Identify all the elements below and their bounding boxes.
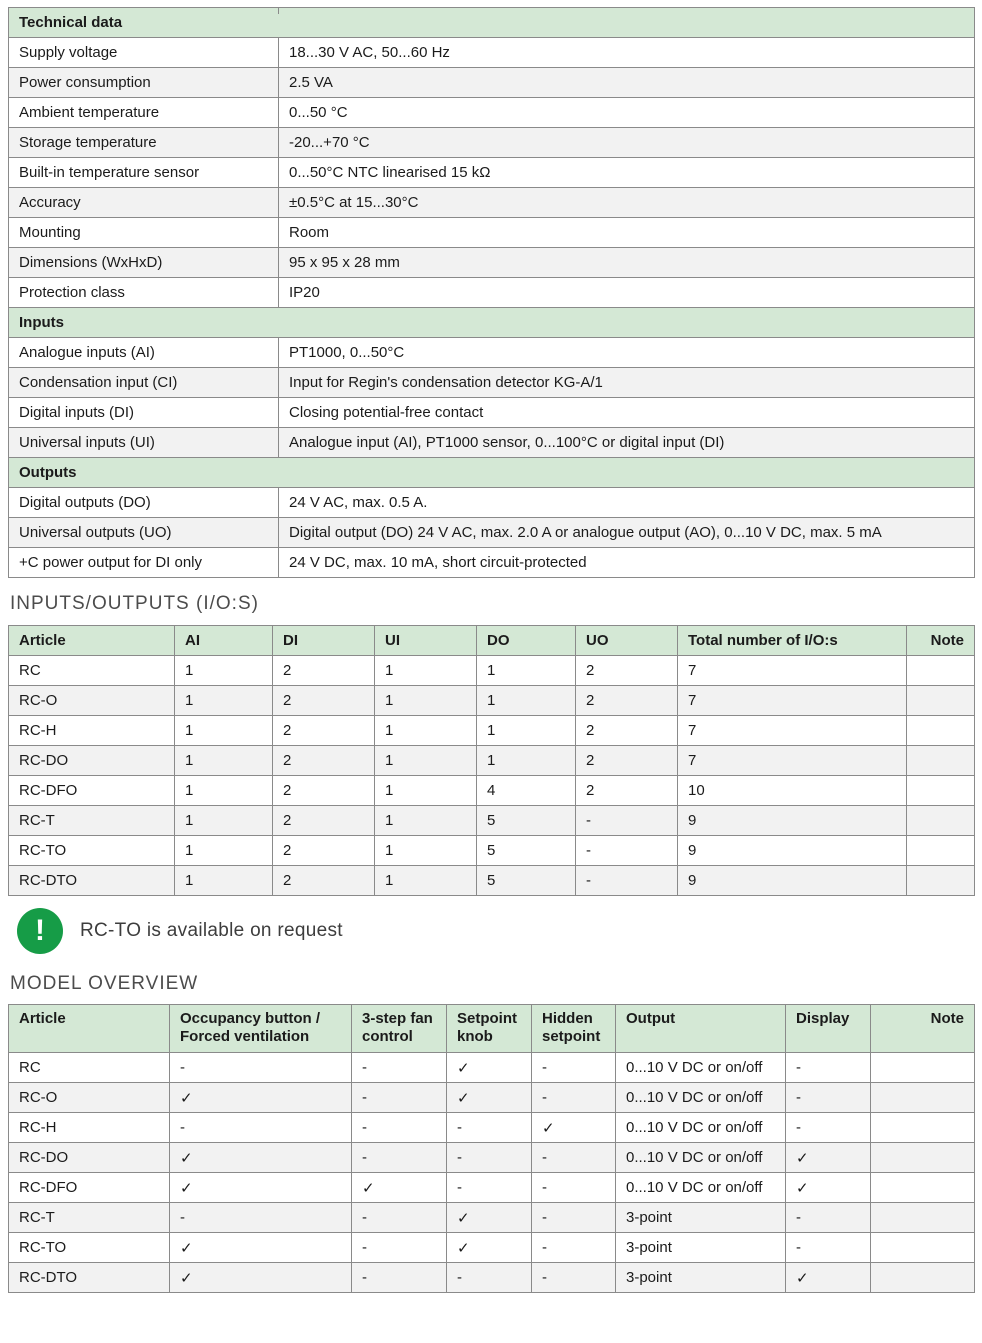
table-row [9, 518, 975, 548]
table-cell: 1 [175, 836, 273, 866]
table-cell: - [447, 1263, 532, 1293]
property-value-cell: Input for Regin's condensation detector KG-A/1 [279, 368, 975, 398]
table-cell: - [576, 866, 678, 896]
property-label-cell: Supply voltage [9, 38, 279, 68]
table-row [9, 836, 975, 866]
table-cell: ✓ [447, 1053, 532, 1083]
table-cell: 1 [375, 746, 477, 776]
table-cell: 4 [477, 776, 576, 806]
article-cell: RC-O [9, 1083, 170, 1113]
table-cell: 2 [576, 716, 678, 746]
table-row [9, 398, 975, 428]
table-cell: - [532, 1263, 616, 1293]
table-cell [907, 776, 975, 806]
section-header-row [9, 308, 975, 338]
property-label-cell: Mounting [9, 218, 279, 248]
table-cell: 1 [375, 836, 477, 866]
property-label-cell: Universal outputs (UO) [9, 518, 279, 548]
property-value-cell: Room [279, 218, 975, 248]
table-cell [907, 656, 975, 686]
table-cell: 0...10 V DC or on/off [616, 1143, 786, 1173]
model-overview-table [8, 1004, 975, 1293]
property-label-cell: Accuracy [9, 188, 279, 218]
table-cell [871, 1143, 975, 1173]
table-cell: 1 [175, 656, 273, 686]
table-row [9, 338, 975, 368]
exclamation-icon [17, 908, 63, 954]
note-banner [17, 907, 982, 954]
table-cell: - [170, 1203, 352, 1233]
table-cell: - [532, 1173, 616, 1203]
table-cell [871, 1113, 975, 1143]
table-cell [871, 1263, 975, 1293]
table-cell: 1 [175, 746, 273, 776]
table-cell: 9 [678, 836, 907, 866]
table-cell: - [532, 1053, 616, 1083]
table-cell [907, 806, 975, 836]
table-cell: - [786, 1083, 871, 1113]
column-header: UI [375, 626, 477, 656]
io-table [8, 625, 975, 896]
table-cell: - [532, 1233, 616, 1263]
table-row [9, 248, 975, 278]
table-row [9, 1233, 975, 1263]
io-table-header [9, 626, 975, 656]
io-table-body [9, 656, 975, 896]
table-cell: 1 [375, 866, 477, 896]
table-row [9, 776, 975, 806]
section-header-cell: Inputs [9, 308, 975, 338]
table-cell [871, 1173, 975, 1203]
table-cell: 1 [175, 716, 273, 746]
table-cell: - [576, 836, 678, 866]
table-cell: 3-point [616, 1203, 786, 1233]
table-cell: - [352, 1203, 447, 1233]
section-header-row [9, 458, 975, 488]
table-row [9, 866, 975, 896]
property-value-cell: ±0.5°C at 15...30°C [279, 188, 975, 218]
property-label-cell: Built-in temperature sensor [9, 158, 279, 188]
table-cell: 2 [273, 716, 375, 746]
table-cell: ✓ [170, 1083, 352, 1113]
table-cell: - [170, 1113, 352, 1143]
io-section-heading: INPUTS/OUTPUTS (I/O:S) [10, 593, 259, 614]
table-cell [907, 686, 975, 716]
table-cell: 7 [678, 716, 907, 746]
table-cell: 9 [678, 866, 907, 896]
table-cell: - [352, 1143, 447, 1173]
section-header-cell: Outputs [9, 458, 975, 488]
article-cell: RC-T [9, 1203, 170, 1233]
table-cell: ✓ [532, 1113, 616, 1143]
table-row [9, 1053, 975, 1083]
property-value-cell: -20...+70 °C [279, 128, 975, 158]
table-row [9, 806, 975, 836]
table-row [9, 686, 975, 716]
table-cell: 0...10 V DC or on/off [616, 1053, 786, 1083]
table-row [9, 488, 975, 518]
table-row [9, 1263, 975, 1293]
table-cell [871, 1203, 975, 1233]
property-value-cell: PT1000, 0...50°C [279, 338, 975, 368]
table-cell: 1 [375, 656, 477, 686]
article-cell: RC-O [9, 686, 175, 716]
article-cell: RC-DTO [9, 1263, 170, 1293]
table-cell: 2 [273, 836, 375, 866]
table-cell: 1 [175, 866, 273, 896]
column-header: Output [616, 1005, 786, 1053]
table-cell: 0...10 V DC or on/off [616, 1083, 786, 1113]
column-header: Setpoint knob [447, 1005, 532, 1053]
property-value-cell: Closing potential-free contact [279, 398, 975, 428]
table-cell: 2 [273, 686, 375, 716]
table-row [9, 218, 975, 248]
table-cell [907, 746, 975, 776]
column-header: Hidden setpoint [532, 1005, 616, 1053]
article-cell: RC-DO [9, 746, 175, 776]
technical-data-body [9, 8, 975, 578]
table-row [9, 158, 975, 188]
table-row [9, 716, 975, 746]
cropped-row-divider [278, 7, 279, 14]
property-label-cell: Analogue inputs (AI) [9, 338, 279, 368]
property-value-cell: 95 x 95 x 28 mm [279, 248, 975, 278]
table-cell: - [447, 1143, 532, 1173]
column-header: Article [9, 1005, 170, 1053]
table-cell: - [532, 1143, 616, 1173]
table-cell: 1 [477, 656, 576, 686]
table-cell [907, 866, 975, 896]
article-cell: RC [9, 656, 175, 686]
table-cell: 2 [273, 866, 375, 896]
property-label-cell: Dimensions (WxHxD) [9, 248, 279, 278]
table-cell: 2 [273, 656, 375, 686]
article-cell: RC-DTO [9, 866, 175, 896]
column-header: Note [907, 626, 975, 656]
table-row [9, 1083, 975, 1113]
column-header: AI [175, 626, 273, 656]
header-row [9, 626, 975, 656]
table-cell: 1 [477, 716, 576, 746]
table-row [9, 368, 975, 398]
column-header: Total number of I/O:s [678, 626, 907, 656]
table-cell [871, 1083, 975, 1113]
table-row [9, 548, 975, 578]
table-row [9, 68, 975, 98]
table-cell: ✓ [786, 1173, 871, 1203]
table-cell: 1 [175, 806, 273, 836]
table-cell: - [532, 1203, 616, 1233]
property-value-cell: IP20 [279, 278, 975, 308]
article-cell: RC-H [9, 1113, 170, 1143]
table-cell: 7 [678, 746, 907, 776]
article-cell: RC-DFO [9, 776, 175, 806]
model-section-heading: MODEL OVERVIEW [10, 973, 199, 994]
table-cell: 2 [273, 776, 375, 806]
property-value-cell: 2.5 VA [279, 68, 975, 98]
column-header: DI [273, 626, 375, 656]
table-cell: ✓ [352, 1173, 447, 1203]
table-row [9, 1113, 975, 1143]
table-cell: ✓ [170, 1143, 352, 1173]
table-cell: 5 [477, 806, 576, 836]
table-cell: 2 [576, 746, 678, 776]
section-header-row [9, 8, 975, 38]
property-label-cell: Protection class [9, 278, 279, 308]
table-cell: - [786, 1053, 871, 1083]
table-row [9, 1203, 975, 1233]
table-cell: 5 [477, 836, 576, 866]
table-row [9, 1173, 975, 1203]
table-cell: - [447, 1113, 532, 1143]
table-cell: - [170, 1053, 352, 1083]
table-row [9, 38, 975, 68]
table-cell: 0...10 V DC or on/off [616, 1173, 786, 1203]
property-value-cell: 24 V DC, max. 10 mA, short circuit-protected [279, 548, 975, 578]
table-cell: 1 [375, 686, 477, 716]
table-cell: 0...10 V DC or on/off [616, 1113, 786, 1143]
property-label-cell: Power consumption [9, 68, 279, 98]
table-cell: - [352, 1233, 447, 1263]
table-cell: ✓ [786, 1263, 871, 1293]
property-value-cell: 18...30 V AC, 50...60 Hz [279, 38, 975, 68]
article-cell: RC-TO [9, 1233, 170, 1263]
technical-data-table [8, 7, 975, 578]
table-row [9, 428, 975, 458]
table-cell: - [447, 1173, 532, 1203]
table-cell [907, 836, 975, 866]
property-value-cell: 24 V AC, max. 0.5 A. [279, 488, 975, 518]
property-label-cell: Digital outputs (DO) [9, 488, 279, 518]
table-cell: 1 [477, 686, 576, 716]
table-row [9, 656, 975, 686]
property-label-cell: Ambient temperature [9, 98, 279, 128]
table-cell: - [786, 1233, 871, 1263]
model-table-header [9, 1005, 975, 1053]
column-header: Occupancy button / Forced ventilation [170, 1005, 352, 1053]
property-value-cell: Digital output (DO) 24 V AC, max. 2.0 A or analogue output (AO), 0...10 V DC, max. 5 mA [279, 518, 975, 548]
column-header: Article [9, 626, 175, 656]
column-header: UO [576, 626, 678, 656]
column-header: Note [871, 1005, 975, 1053]
section-header-cell: Technical data [9, 8, 975, 38]
table-cell: - [786, 1203, 871, 1233]
table-cell: 10 [678, 776, 907, 806]
table-cell: 2 [273, 806, 375, 836]
table-cell: ✓ [170, 1173, 352, 1203]
table-cell: - [352, 1053, 447, 1083]
property-label-cell: +C power output for DI only [9, 548, 279, 578]
table-row [9, 1143, 975, 1173]
table-cell: 1 [375, 716, 477, 746]
table-cell: 7 [678, 656, 907, 686]
article-cell: RC-DO [9, 1143, 170, 1173]
property-value-cell: 0...50°C NTC linearised 15 kΩ [279, 158, 975, 188]
table-cell: 5 [477, 866, 576, 896]
table-cell [907, 716, 975, 746]
table-cell: ✓ [170, 1263, 352, 1293]
property-label-cell: Storage temperature [9, 128, 279, 158]
article-cell: RC [9, 1053, 170, 1083]
header-row [9, 1005, 975, 1053]
table-cell: ✓ [447, 1203, 532, 1233]
table-cell: - [352, 1263, 447, 1293]
table-cell: ✓ [786, 1143, 871, 1173]
table-row [9, 746, 975, 776]
column-header: 3-step fan control [352, 1005, 447, 1053]
property-label-cell: Digital inputs (DI) [9, 398, 279, 428]
table-cell [871, 1233, 975, 1263]
table-cell [871, 1053, 975, 1083]
table-cell: 2 [576, 776, 678, 806]
article-cell: RC-H [9, 716, 175, 746]
table-cell: - [352, 1083, 447, 1113]
table-cell: 7 [678, 686, 907, 716]
column-header: DO [477, 626, 576, 656]
article-cell: RC-DFO [9, 1173, 170, 1203]
table-cell: 3-point [616, 1263, 786, 1293]
table-cell: 1 [375, 776, 477, 806]
table-row [9, 98, 975, 128]
table-cell: 1 [375, 806, 477, 836]
exclamation-glyph: ! [35, 913, 45, 947]
property-label-cell: Condensation input (CI) [9, 368, 279, 398]
table-cell: 2 [576, 686, 678, 716]
table-row [9, 188, 975, 218]
table-cell: ✓ [447, 1083, 532, 1113]
table-cell: 1 [477, 746, 576, 776]
column-header: Display [786, 1005, 871, 1053]
table-cell: 9 [678, 806, 907, 836]
table-cell: ✓ [170, 1233, 352, 1263]
table-cell: - [786, 1113, 871, 1143]
table-cell: - [532, 1083, 616, 1113]
note-text: RC-TO is available on request [80, 919, 343, 941]
table-cell: - [352, 1113, 447, 1143]
model-table-body [9, 1053, 975, 1293]
table-cell: ✓ [447, 1233, 532, 1263]
article-cell: RC-T [9, 806, 175, 836]
table-cell: 3-point [616, 1233, 786, 1263]
table-cell: 2 [273, 746, 375, 776]
property-label-cell: Universal inputs (UI) [9, 428, 279, 458]
article-cell: RC-TO [9, 836, 175, 866]
table-cell: 1 [175, 776, 273, 806]
table-row [9, 128, 975, 158]
datasheet-page [0, 7, 982, 1343]
table-cell: 2 [576, 656, 678, 686]
table-cell: 1 [175, 686, 273, 716]
table-row [9, 278, 975, 308]
property-value-cell: 0...50 °C [279, 98, 975, 128]
property-value-cell: Analogue input (AI), PT1000 sensor, 0...100°C or digital input (DI) [279, 428, 975, 458]
table-cell: - [576, 806, 678, 836]
